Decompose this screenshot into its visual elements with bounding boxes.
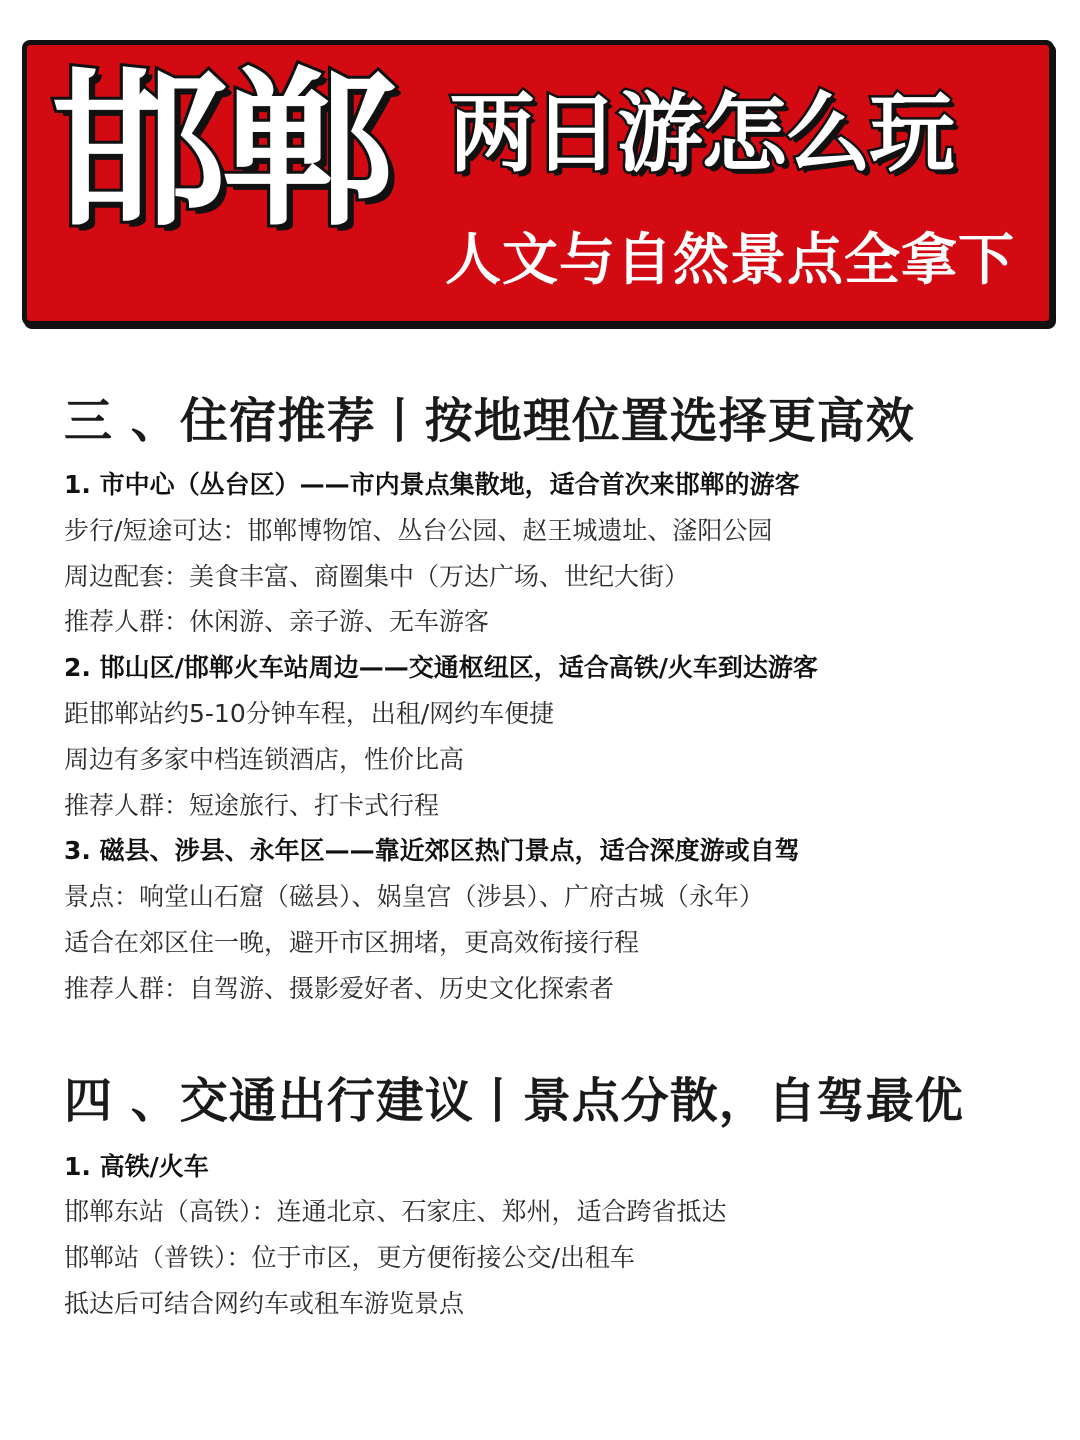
item-line: 邯郸站（普铁）：位于市区，更方便衔接公交/出租车 <box>64 1243 635 1273</box>
item-line: 步行/短途可达：邯郸博物馆、丛台公园、赵王城遗址、滏阳公园 <box>64 515 773 545</box>
section-title-accommodation: 三 、住宿推荐丨按地理位置选择更高效 <box>64 393 915 449</box>
item-line: 适合在郊区住一晚，避开市区拥堵，更高效衔接行程 <box>64 927 640 957</box>
title-banner <box>22 40 1054 326</box>
section-title-transport: 四 、交通出行建议丨景点分散，自驾最优 <box>64 1072 964 1129</box>
item-line: 抵达后可结合网约车或租车游览景点 <box>64 1288 465 1318</box>
accommodation-item <box>64 645 1044 828</box>
accommodation-item <box>64 462 1044 645</box>
banner-city-name: 邯郸 <box>51 53 392 249</box>
item-line: 推荐人群：自驾游、摄影爱好者、历史文化探索者 <box>64 973 615 1003</box>
item-line: 推荐人群：休闲游、亲子游、无车游客 <box>64 607 490 637</box>
item-line: 推荐人群：短途旅行、打卡式行程 <box>64 790 440 820</box>
item-line: 周边配套：美食丰富、商圈集中（万达广场、世纪大街） <box>64 561 690 591</box>
transport-item <box>64 1144 1044 1327</box>
banner-headline: 两日游怎么玩 <box>449 84 953 184</box>
item-heading: 1. 高铁/火车 <box>64 1151 209 1181</box>
item-line: 距邯郸站约5-10分钟车程，出租/网约车便捷 <box>64 698 555 728</box>
banner-tagline: 人文与自然景点全拿下 <box>445 228 1015 293</box>
item-line: 景点：响堂山石窟（磁县）、娲皇宫（涉县）、广府古城（永年） <box>64 882 765 912</box>
item-heading: 2. 邯山区/邯郸火车站周边——交通枢纽区，适合高铁/火车到达游客 <box>64 653 818 683</box>
item-line: 邯郸东站（高铁）：连通北京、石家庄、郑州，适合跨省抵达 <box>64 1197 727 1227</box>
article-body <box>64 384 1044 1327</box>
accommodation-item <box>64 828 1044 1011</box>
item-line: 周边有多家中档连锁酒店，性价比高 <box>64 744 465 774</box>
item-heading: 3. 磁县、涉县、永年区——靠近郊区热门景点，适合深度游或自驾 <box>64 836 800 866</box>
item-heading: 1. 市中心（丛台区）——市内景点集散地，适合首次来邯郸的游客 <box>64 470 800 499</box>
